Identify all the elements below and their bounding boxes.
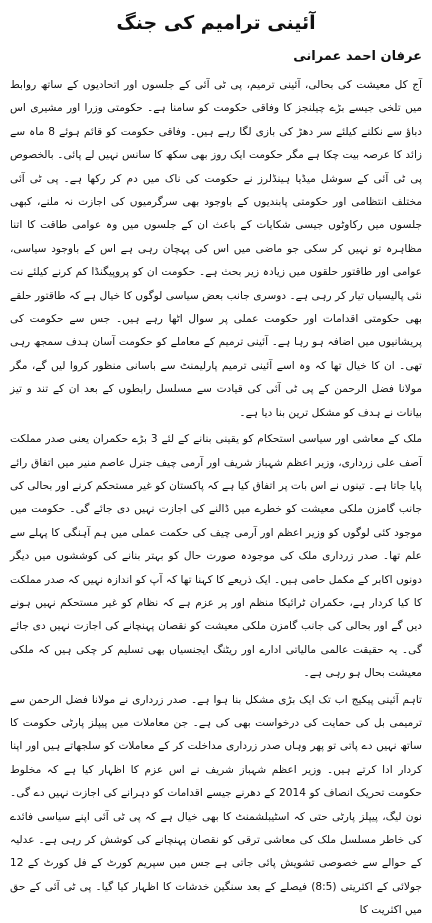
article-byline: عرفان احمد عمرانی — [293, 49, 422, 64]
article-paragraph-3: تاہم آئینی پیکیج اب تک ایک بڑی مشکل بنا ہوا ہے۔ صدر زرداری نے مولانا فضل الرحمن سے ترمیمی بل کی حمایت کی درخواست بھی کی ہے۔ جن معاملات میں پیپلز پارٹی حکومت کا ساتھ نہیں دے پاتی تو پھر وہاں صدر زرداری مداخلت کر کے معاملات کو سلجھاتے ہیں اور اپنا کردار ادا کرتے ہیں۔ وزیر اعظم شہباز شریف نے اس عزم کا اظہار کیا ہے کہ مخلوط حکومت تحریک انصاف کو 2014 کے دھرنے جیسے اقدامات کو دہرانے کی اجازت نہیں دے گی۔ نون لیگ، پیپلز پارٹی حتی کہ اسٹیبلشمنٹ کا بھی خیال ہے کہ پی ٹی آئی اپنے سیاسی فائدے کی خاطر مسلسل ملک کی معاشی ترقی کو نقصان پہنچانے کی کوشش کر رہی ہے۔ عدلیہ کے حوالے سے خصوصی تشویش پائی جاتی ہے جس میں سپریم کورٹ کے فل کورٹ کے 12 جولائی کے اکثریتی (8:5) فیصلے کے بعد سنگین خدشات کا اظہار کیا گیا۔ پی ٹی آئی کے حق میں اکثریت کا — [10, 693, 422, 917]
article-paragraph-1: آج کل معیشت کی بحالی، آئینی ترمیم، پی ٹی آئی کے جلسوں اور اتحادیوں کے ساتھ روابط میں تلخی جیسے بڑے چیلنجز کا وفاقی حکومت کو سامنا ہے۔ حکومتی وزرا اور مشیری اس دباؤ سے نکلنے کیلئے سر دھڑ کی بازی لگا رہے ہیں۔ وفاقی حکومت کو قائم ہوئے 8 ماہ سے زائد کا عرصہ بیت چکا ہے مگر حکومت ایک روز بھی سکھ کا سانس نہیں لے پائی۔ بالخصوص پی ٹی آئی کے سوشل میڈیا ہینڈلرز نے حکومت کی ناک میں دم کر رکھا ہے۔ پی ٹی آئی مختلف انتظامی اور حکومتی پابندیوں کے باوجود بھی سرگرمیوں کی اجازت نہ ملنے، کبھی جلسوں میں رکاوٹوں جیسی شکایات کے باعث ان کے جلسوں میں وہ عوامی طاقت کا اتنا مظاہرہ تو نہیں کر سکی جو ماضی میں اس کی پہچان رہی ہے اس کے باوجود سیاسی، عوامی اور طاقتور حلقوں میں زیادہ زیر بحث ہے۔ حکومت ان کو پروپیگنڈا کم کرنے کیلئے نت نئی پالیسیاں تیار کر رہی ہے۔ دوسری جانب بعض سیاسی لوگوں کا خیال ہے کہ طاقتور حلقے بھی حکومتی اقدامات اور حکومت عملی پر سوال اٹھا رہے ہیں۔ جس سے حکومت کی پریشانیوں میں اضافہ ہو رہا ہے۔ آئینی ترمیم کے معاملے کو حکومت آسان ہدف سمجھ رہی تھی۔ ان کا خیال تھا کہ وہ اسے آئینی ترمیم پارلیمنٹ سے باسانی منظور کروا لیں گے، مگر مولانا فضل الرحمن کے پی ٹی آئی کی قیادت سے مسلسل رابطوں کے بعد ان کے تند و تیز بیانات نے ہدف کو مشکل ترین بنا دیا ہے۔ — [10, 79, 422, 419]
article-paragraph-2: ملک کے معاشی اور سیاسی استحکام کو یقینی بنانے کے لئے 3 بڑے حکمران یعنی صدر مملکت آصف علی زرداری، وزیر اعظم شہباز شریف اور آرمی چیف جنرل عاصم منیر میں اتفاق رائے پایا جاتا ہے۔ تینوں نے اس بات پر اتفاق کیا ہے کہ پاکستان کو غیر مستحکم کرنے اور بحالی کی جانب گامزن ملکی معیشت کو خطرے میں ڈالنے کی اجازت نہیں دی جائے گی۔ حکومت میں موجود کئی لوگوں کو وزیر اعظم اور آرمی چیف کی حکمت عملی میں ہم آہنگی کا پہلے سے علم تھا۔ صدر زرداری ملک کی موجودہ صورت حال کو بہتر بنانے کی کوششوں میں دیگر دونوں اکابر کے مکمل حامی ہیں۔ ایک ذریعے کا کہنا تھا کہ آپ کو اندازہ نہیں کہ صدر مملکت کا کیا کردار ہے، حکمران ٹرائیکا منظم اور پر عزم ہے کہ نظام کو غیر مستحکم نہیں ہونے دیں گے اور بحالی کی جانب گامزن ملکی معیشت کو نقصان پہنچانے کی اجازت نہیں دی جائے گی۔ یہ حقیقت عالمی مالیاتی ادارے اور ریٹنگ ایجنسیاں بھی تسلیم کر چکی ہیں کہ ملکی معیشت بحال ہو رہی ہے۔ — [10, 433, 422, 680]
article-headline: آئینی ترامیم کی جنگ — [116, 12, 316, 34]
